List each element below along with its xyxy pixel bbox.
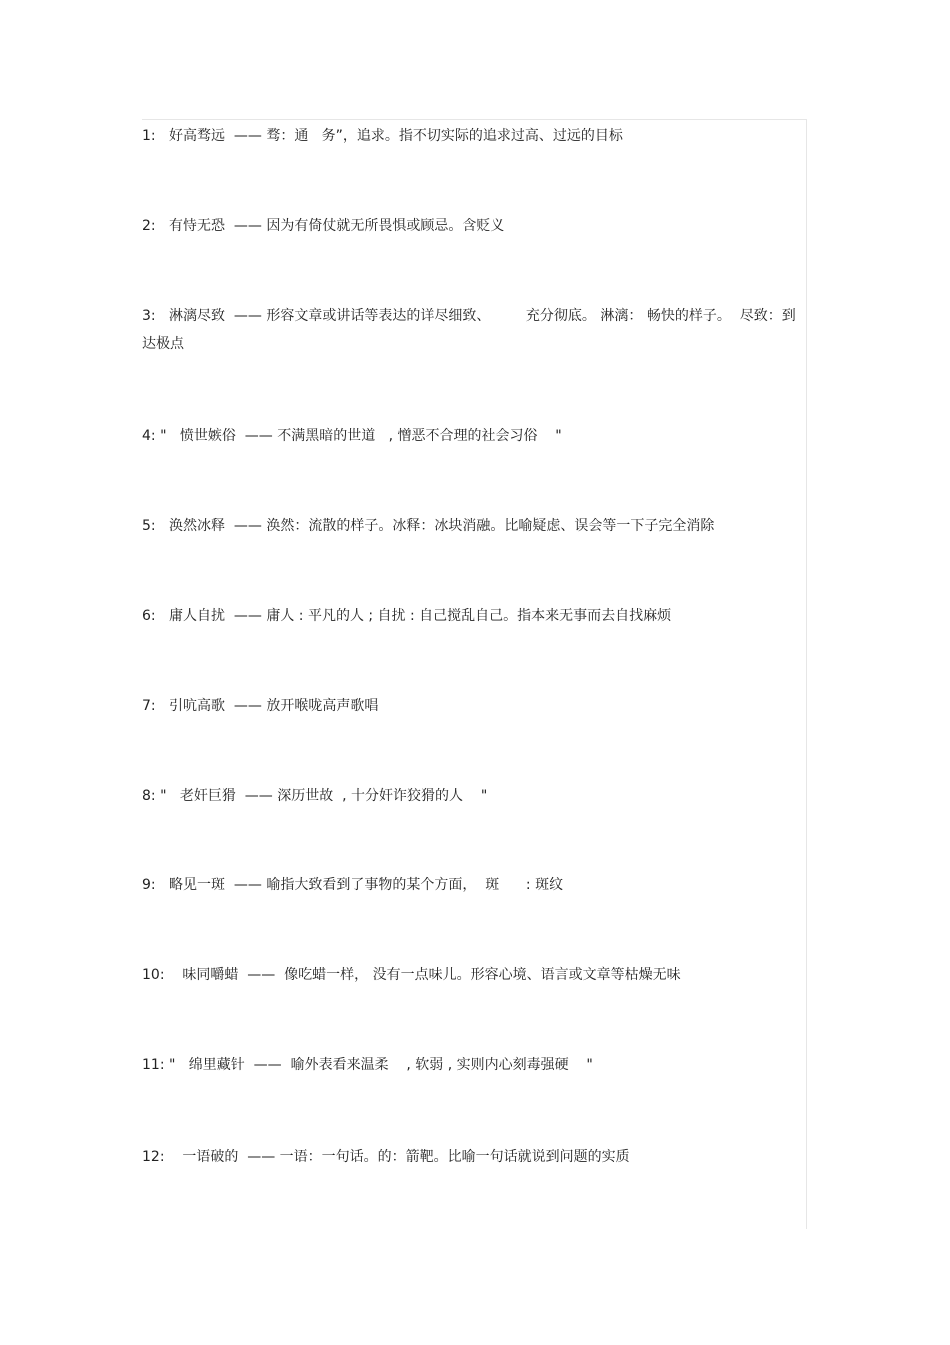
idiom-entry: 11: " 绵里藏针 —— 喻外表看来温柔 , 软弱 , 实则内心刻毒强硬 " bbox=[142, 1057, 593, 1073]
idiom-entry: 5: 涣然冰释 —— 涣然：流散的样子。冰释：冰块消融。比喻疑虑、误会等一下子完全消除 bbox=[142, 518, 715, 534]
idiom-entry: 7: 引吭高歌 —— 放开喉咙高声歌唱 bbox=[142, 698, 379, 714]
idiom-entry: 6: 庸人自扰 —— 庸人 : 平凡的人 ; 自扰 : 自己搅乱自己。指本来无事而去自找麻烦 bbox=[142, 608, 672, 624]
idiom-entry: 9: 略见一斑 —— 喻指大致看到了事物的某个方面， 斑 : 斑纹 bbox=[142, 877, 564, 893]
idiom-entry: 2: 有恃无恐 —— 因为有倚仗就无所畏惧或顾忌。含贬义 bbox=[142, 218, 505, 234]
idiom-entry: 12: 一语破的 —— 一语：一句话。的：箭靶。比喻一句话就说到问题的实质 bbox=[142, 1149, 630, 1165]
idiom-entry: 4: " 愤世嫉俗 —— 不满黑暗的世道 , 憎恶不合理的社会习俗 " bbox=[142, 428, 562, 444]
idiom-entry: 3: 淋漓尽致 —— 形容文章或讲话等表达的详尽细致、 充分彻底。 淋漓： 畅快的样子。 尽致：到达极点 bbox=[142, 308, 796, 352]
idiom-entry: 8: " 老奸巨猾 —— 深历世故 , 十分奸诈狡猾的人 " bbox=[142, 788, 488, 804]
idiom-entry: 10: 味同嚼蜡 —— 像吃蜡一样， 没有一点味儿。形容心境、语言或文章等枯燥无味 bbox=[142, 967, 681, 983]
idiom-entry: 1: 好高骛远 —— 骛：通 务”，追求。指不切实际的追求过高、过远的目标 bbox=[142, 128, 623, 144]
